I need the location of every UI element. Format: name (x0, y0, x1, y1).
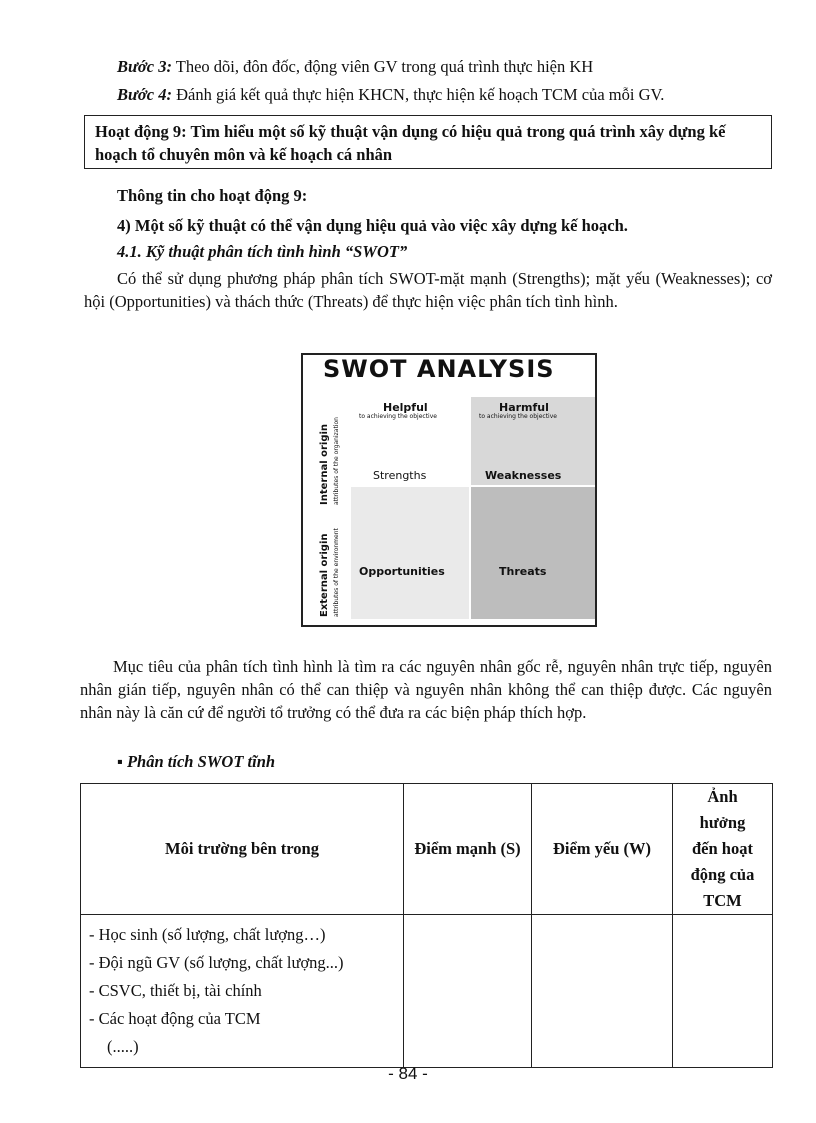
internal-origin-sublabel: attributes of the organization (333, 417, 340, 505)
internal-origin-label: Internal origin (319, 423, 330, 505)
step3-label: Bước 3: (117, 57, 172, 76)
activity-box: Hoạt động 9: Tìm hiểu một số kỹ thuật vận dụng có hiệu quả trong quá trình xây dựng kế hoạch tổ chuyên môn và kế hoạch cá nhân (84, 115, 772, 169)
table-row (81, 915, 773, 1068)
external-origin-sublabel: attributes of the environment (333, 528, 340, 617)
step3 (117, 55, 593, 78)
step4-label: Bước 4: (117, 85, 172, 104)
swot-figure (301, 353, 597, 627)
internal-factors-cell (81, 915, 404, 1068)
list-item: (.....) (107, 1037, 139, 1056)
strengths-cell[interactable] (404, 915, 532, 1068)
header-weaknesses: Điểm yếu (W) (532, 784, 673, 915)
threat-quadrant (471, 487, 595, 619)
paragraph-swot-intro: Có thể sử dụng phương pháp phân tích SWOT-mặt mạnh (Strengths); mặt yếu (Weaknesses); cơ hội (Opportunities) và thách thức (Threats) để thực hiện việc phân tích tình hình. (84, 269, 772, 311)
weaknesses-cell[interactable] (532, 915, 673, 1068)
list-item: - Đội ngũ GV (số lượng, chất lượng...) (89, 953, 344, 972)
impact-cell[interactable] (673, 915, 773, 1068)
list-item: - Các hoạt động của TCM (89, 1009, 261, 1028)
helpful-label: Helpful (383, 401, 428, 414)
helpful-sublabel: to achieving the objective (359, 413, 437, 420)
bullet-static-swot: ▪ Phân tích SWOT tĩnh (117, 752, 276, 771)
header-internal-env: Môi trường bên trong (81, 784, 404, 915)
section-4-heading: 4) Một số kỹ thuật có thể vận dụng hiệu quả vào việc xây dựng kế hoạch. (117, 216, 628, 235)
list-item: - CSVC, thiết bị, tài chính (89, 981, 262, 1000)
harmful-label: Harmful (499, 401, 549, 414)
strengths-label: Strengths (373, 469, 427, 482)
paragraph-swot-goal: Mục tiêu của phân tích tình hình là tìm ra các nguyên nhân gốc rễ, nguyên nhân trực tiếp, nguyên nhân gián tiếp, nguyên nhân có thể can thiệp và nguyên nhân không thể can thiệp được. Các nguyên nhân này là căn cứ để người tổ trưởng có thể đưa ra các biện pháp thích hợp. (80, 657, 772, 722)
opportunity-quadrant (351, 487, 469, 619)
swot-title: SWOT ANALYSIS (323, 355, 555, 383)
table-header-row (81, 784, 773, 915)
harmful-sublabel: to achieving the objective (479, 413, 557, 420)
opportunities-label: Opportunities (359, 565, 445, 578)
header-impact: Ảnh hưởng đến hoạt động của TCM (673, 784, 773, 915)
section-4-1-heading: 4.1. Kỹ thuật phân tích tình hình “SWOT” (117, 242, 408, 261)
external-origin-label: External origin (319, 533, 330, 617)
header-strengths: Điểm mạnh (S) (404, 784, 532, 915)
page-number: - 84 - (388, 1064, 428, 1083)
weaknesses-label: Weaknesses (485, 469, 562, 482)
info-heading: Thông tin cho hoạt động 9: (117, 186, 308, 205)
step4 (117, 83, 664, 106)
step4-text: Đánh giá kết quả thực hiện KHCN, thực hiện kế hoạch TCM của mỗi GV. (171, 85, 665, 104)
list-item: - Học sinh (số lượng, chất lượng…) (89, 925, 326, 944)
threats-label: Threats (499, 565, 547, 578)
step3-text: Theo dõi, đôn đốc, động viên GV trong quá trình thực hiện KH (171, 57, 594, 76)
swot-table (80, 783, 773, 1068)
